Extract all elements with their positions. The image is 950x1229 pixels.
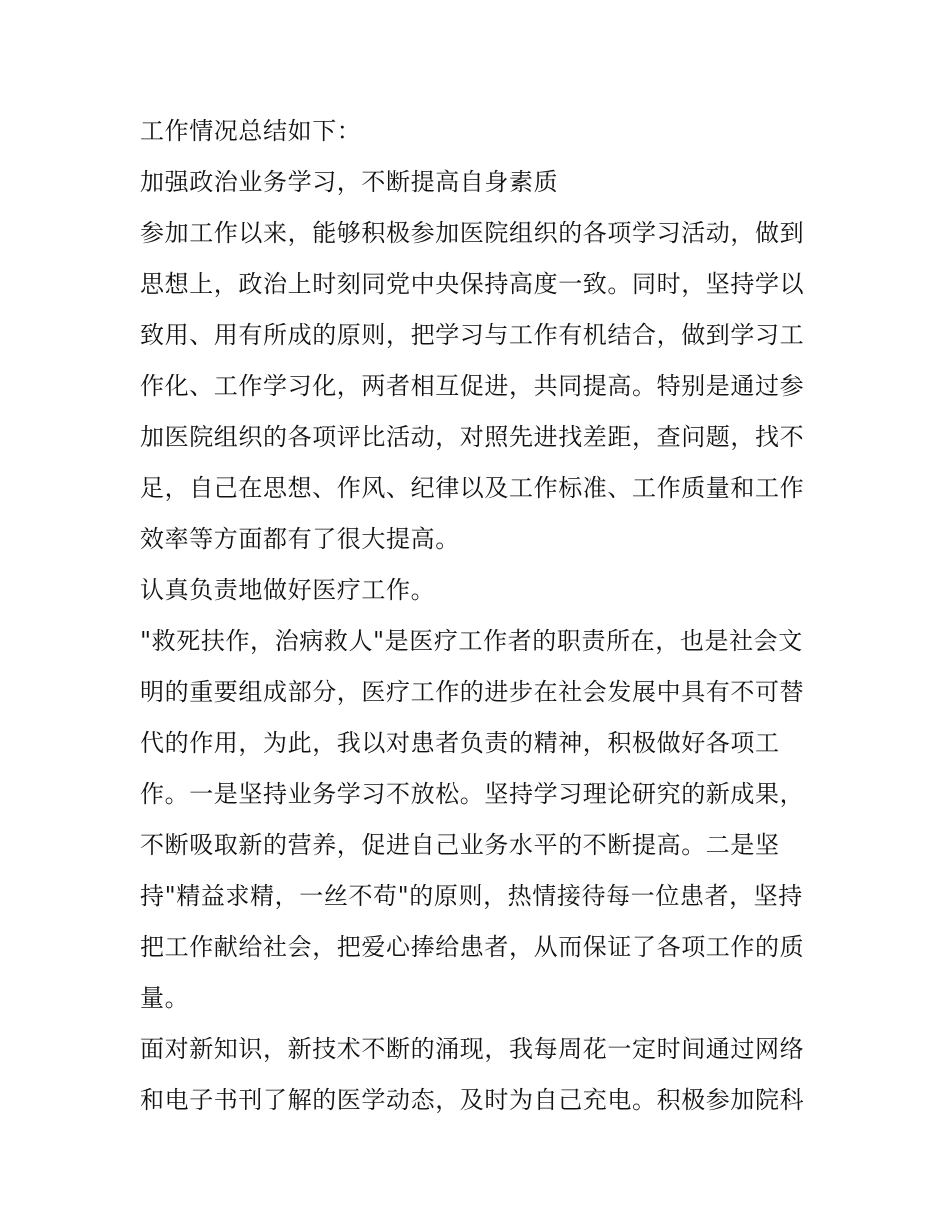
paragraph-line: 致用、用有所成的原则，把学习与工作有机结合，做到学习工 <box>140 321 805 349</box>
paragraph-line: 持"精益求精，一丝不苟"的原则，热情接待每一位患者，坚持 <box>140 882 803 910</box>
paragraph-line: 作。一是坚持业务学习不放松。坚持学习理论研究的新成果， <box>140 780 805 808</box>
paragraph-line: 量。 <box>140 984 190 1012</box>
section-intro: 工作情况总结如下： <box>140 117 362 145</box>
paragraph-line: 代的作用，为此，我以对患者负责的精神，积极做好各项工 <box>140 729 780 757</box>
section-heading-study: 加强政治业务学习，不断提高自身素质 <box>140 168 559 196</box>
paragraph-line: 不断吸取新的营养，促进自己业务水平的不断提高。二是坚 <box>140 831 780 859</box>
paragraph-line: 面对新知识，新技术不断的涌现，我每周花一定时间通过网络 <box>140 1035 805 1063</box>
paragraph-line: 和电子书刊了解的医学动态，及时为自己充电。积极参加院科 <box>140 1086 805 1114</box>
paragraph-line: "救死扶作，治病救人"是医疗工作者的职责所在，也是社会文 <box>140 627 803 655</box>
paragraph-line: 思想上，政治上时刻同党中央保持高度一致。同时，坚持学以 <box>140 270 805 298</box>
paragraph-line: 效率等方面都有了很大提高。 <box>140 525 460 553</box>
paragraph-line: 作化、工作学习化，两者相互促进，共同提高。特别是通过参 <box>140 372 805 400</box>
paragraph-line: 明的重要组成部分，医疗工作的进步在社会发展中具有不可替 <box>140 678 805 706</box>
paragraph-line: 把工作献给社会，把爱心捧给患者，从而保证了各项工作的质 <box>140 933 805 961</box>
paragraph-line: 足，自己在思想、作风、纪律以及工作标准、工作质量和工作 <box>140 474 805 502</box>
paragraph-line: 参加工作以来，能够积极参加医院组织的各项学习活动，做到 <box>140 219 805 247</box>
paragraph-line: 加医院组织的各项评比活动，对照先进找差距，查问题，找不 <box>140 423 805 451</box>
section-heading-medical: 认真负责地做好医疗工作。 <box>140 576 436 604</box>
document-body <box>140 106 815 1126</box>
